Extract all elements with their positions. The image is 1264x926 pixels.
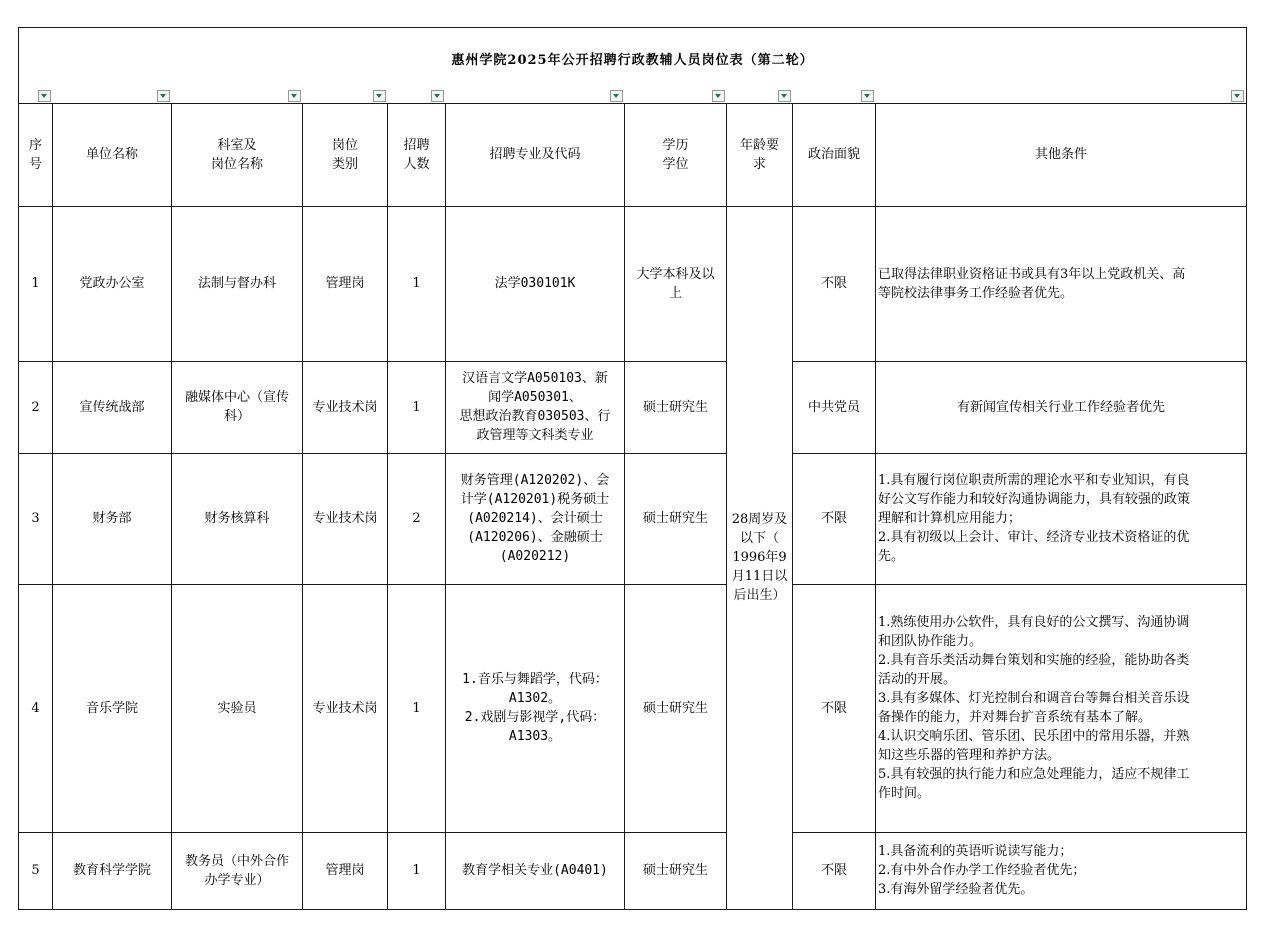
cell-other-line: 2.具有音乐类活动舞台策划和实施的经验，能协助各类 [878, 653, 1190, 668]
cell-edu-line: 硕士研究生 [642, 511, 708, 526]
cell-post [172, 584, 303, 832]
cell-political: 不限 [793, 584, 876, 832]
table-row [19, 361, 1247, 453]
cell-type: 管理岗 [303, 206, 388, 361]
cell-count: 1 [388, 361, 446, 453]
cell-other-line: 备操作的能力，并对舞台扩音系统有基本了解。 [878, 710, 1152, 725]
filter-cell-age [727, 88, 793, 104]
cell-political: 不限 [793, 832, 876, 909]
cell-other-line: 好公文写作能力和较好沟通协调能力，具有较强的政策 [878, 492, 1191, 507]
cell-other-line: 知这些乐器的管理和养护方法。 [878, 748, 1061, 763]
cell-post [172, 453, 303, 584]
cell-major [446, 584, 625, 832]
cell-other [876, 584, 1247, 832]
table-row [19, 584, 1247, 832]
filter-cell-other [876, 88, 1247, 104]
cell-major [446, 832, 625, 909]
cell-major-line: 1.音乐与舞蹈学，代码： [462, 672, 608, 687]
filter-cell-unit [53, 88, 172, 104]
dropdown-filter-icon[interactable] [1231, 90, 1244, 102]
cell-post-line: 融媒体中心（宣传 [184, 390, 289, 405]
cell-major-line: (A020214)、会计硕士 [467, 511, 603, 526]
header-political: 政治面貌 [793, 103, 876, 206]
cell-major-line: 财务管理(A120202)、会 [460, 473, 610, 488]
cell-other-line: 等院校法律事务工作经验者优先。 [878, 285, 1074, 301]
dropdown-filter-icon[interactable] [157, 90, 170, 102]
cell-post-line: 实验员 [217, 700, 257, 716]
age-requirement-line: 后出生） [733, 588, 786, 603]
dropdown-filter-icon[interactable] [373, 90, 386, 102]
cell-major-line: 闻学A050301、 [488, 390, 582, 405]
cell-edu-line: 上 [668, 285, 682, 301]
cell-other-line: 活动的开展。 [878, 672, 957, 687]
cell-type: 专业技术岗 [303, 361, 388, 453]
cell-post [172, 206, 303, 361]
cell-unit: 宣传统战部 [53, 361, 172, 453]
header-major: 招聘专业及代码 [446, 103, 625, 206]
cell-major-line: 汉语言文学A050103、新 [462, 371, 608, 386]
header-seq: 序 号 [19, 103, 53, 206]
header-unit: 单位名称 [53, 103, 172, 206]
cell-major-line: A1302。 [508, 691, 562, 706]
age-requirement-line: 月11日以 [731, 569, 788, 584]
cell-major-line: 2.戏剧与影视学,代码： [464, 710, 606, 725]
cell-other-line: 1.熟练使用办公软件，具有良好的公文撰写、沟通协调 [878, 615, 1190, 630]
cell-other-line: 有新闻宣传相关行业工作经验者优先 [956, 399, 1165, 415]
cell-major [446, 453, 625, 584]
dropdown-filter-icon[interactable] [778, 90, 791, 102]
cell-other-line: 3.具有多媒体、灯光控制台和调音台等舞台相关音乐设 [878, 691, 1190, 706]
cell-major-line: (A120206)、金融硕士 [467, 530, 603, 545]
filter-cell-major [446, 88, 625, 104]
cell-other-line: 5.具有较强的执行能力和应急处理能力，适应不规律工 [878, 767, 1190, 782]
cell-major-line: 政管理等文科类专业 [476, 428, 594, 443]
filter-cell-edu [625, 88, 727, 104]
cell-count: 1 [388, 206, 446, 361]
table-row [19, 832, 1247, 909]
dropdown-filter-icon[interactable] [431, 90, 444, 102]
dropdown-filter-icon[interactable] [288, 90, 301, 102]
cell-edu [625, 361, 727, 453]
cell-other-line: 2.具有初级以上会计、审计、经济专业技术资格证的优 [878, 530, 1190, 545]
header-type: 岗位 类别 [303, 103, 388, 206]
cell-other-line: 3.有海外留学经验者优先。 [878, 882, 1034, 897]
cell-type: 管理岗 [303, 832, 388, 909]
cell-other-line: 4.认识交响乐团、管乐团、民乐团中的常用乐器，并熟 [878, 729, 1190, 744]
cell-edu [625, 453, 727, 584]
cell-post-line: 科） [223, 409, 250, 424]
cell-major-line: 计学(A120201)税务硕士 [460, 492, 610, 507]
cell-seq: 4 [19, 584, 53, 832]
cell-other [876, 206, 1247, 361]
dropdown-filter-icon[interactable] [38, 90, 51, 102]
cell-edu [625, 206, 727, 361]
recruitment-table [18, 27, 1247, 910]
header-count: 招聘 人数 [388, 103, 446, 206]
cell-edu [625, 584, 727, 832]
cell-seq: 5 [19, 832, 53, 909]
cell-major-line: 教育学相关专业(A0401) [462, 863, 608, 878]
filter-cell-seq [19, 88, 53, 104]
cell-other [876, 832, 1247, 909]
cell-unit: 教育科学学院 [53, 832, 172, 909]
cell-type: 专业技术岗 [303, 584, 388, 832]
filter-cell-political [793, 88, 876, 104]
header-post: 科室及 岗位名称 [172, 103, 303, 206]
cell-major [446, 206, 625, 361]
header-row [19, 103, 1247, 206]
cell-major [446, 361, 625, 453]
page-title: 惠州学院2025年公开招聘行政教辅人员岗位表（第二轮） [19, 28, 1247, 88]
filter-cell-type [303, 88, 388, 104]
cell-other-line: 已取得法律职业资格证书或具有3年以上党政机关、高 [878, 266, 1186, 282]
cell-count: 1 [388, 584, 446, 832]
cell-unit: 音乐学院 [53, 584, 172, 832]
cell-major-line: 法学030101K [494, 276, 576, 291]
cell-post-line: 法制与督办科 [197, 276, 276, 291]
cell-other-line: 先。 [878, 549, 905, 564]
cell-political: 中共党员 [793, 361, 876, 453]
cell-other-line: 理解和计算机应用能力； [878, 511, 1022, 526]
cell-other-line: 作时间。 [878, 786, 931, 801]
header-other: 其他条件 [876, 103, 1247, 206]
cell-other [876, 361, 1247, 453]
cell-major-line: (A020212) [499, 549, 571, 564]
dropdown-filter-icon[interactable] [712, 90, 725, 102]
cell-political: 不限 [793, 453, 876, 584]
header-edu: 学历 学位 [625, 103, 727, 206]
cell-seq: 2 [19, 361, 53, 453]
age-requirement [727, 206, 793, 909]
cell-other-line: 1.具有履行岗位职责所需的理论水平和专业知识，有良 [878, 473, 1190, 488]
cell-other-line: 1.具备流利的英语听说读写能力； [878, 844, 1073, 859]
cell-edu-line: 硕士研究生 [642, 863, 708, 878]
cell-edu [625, 832, 727, 909]
header-age: 年龄要 求 [727, 103, 793, 206]
cell-other-line: 2.有中外合作办学工作经验者优先； [878, 863, 1086, 878]
cell-post-line: 办学专业） [204, 872, 270, 888]
dropdown-filter-icon[interactable] [861, 90, 874, 102]
filter-cell-post [172, 88, 303, 104]
cell-other-line: 和团队协作能力。 [878, 634, 983, 649]
filter-cell-count [388, 88, 446, 104]
cell-count: 2 [388, 453, 446, 584]
cell-other [876, 453, 1247, 584]
cell-post [172, 832, 303, 909]
table-row [19, 206, 1247, 361]
age-requirement-line: 以下（ [739, 531, 779, 546]
cell-edu-line: 硕士研究生 [642, 700, 708, 716]
cell-major-line: A1303。 [508, 729, 562, 744]
cell-type: 专业技术岗 [303, 453, 388, 584]
age-requirement-line: 28周岁及 [731, 512, 788, 527]
cell-post [172, 361, 303, 453]
cell-political: 不限 [793, 206, 876, 361]
cell-seq: 3 [19, 453, 53, 584]
cell-post-line: 教务员（中外合作 [184, 853, 289, 869]
cell-unit: 财务部 [53, 453, 172, 584]
cell-edu-line: 大学本科及以 [636, 266, 715, 282]
cell-count: 1 [388, 832, 446, 909]
cell-major-line: 思想政治教育030503、行 [459, 409, 611, 424]
dropdown-filter-icon[interactable] [610, 90, 623, 102]
cell-edu-line: 硕士研究生 [642, 399, 708, 415]
age-requirement-line: 1996年9 [732, 550, 787, 565]
cell-seq: 1 [19, 206, 53, 361]
table-row [19, 453, 1247, 584]
cell-unit: 党政办公室 [53, 206, 172, 361]
cell-post-line: 财务核算科 [204, 511, 270, 526]
